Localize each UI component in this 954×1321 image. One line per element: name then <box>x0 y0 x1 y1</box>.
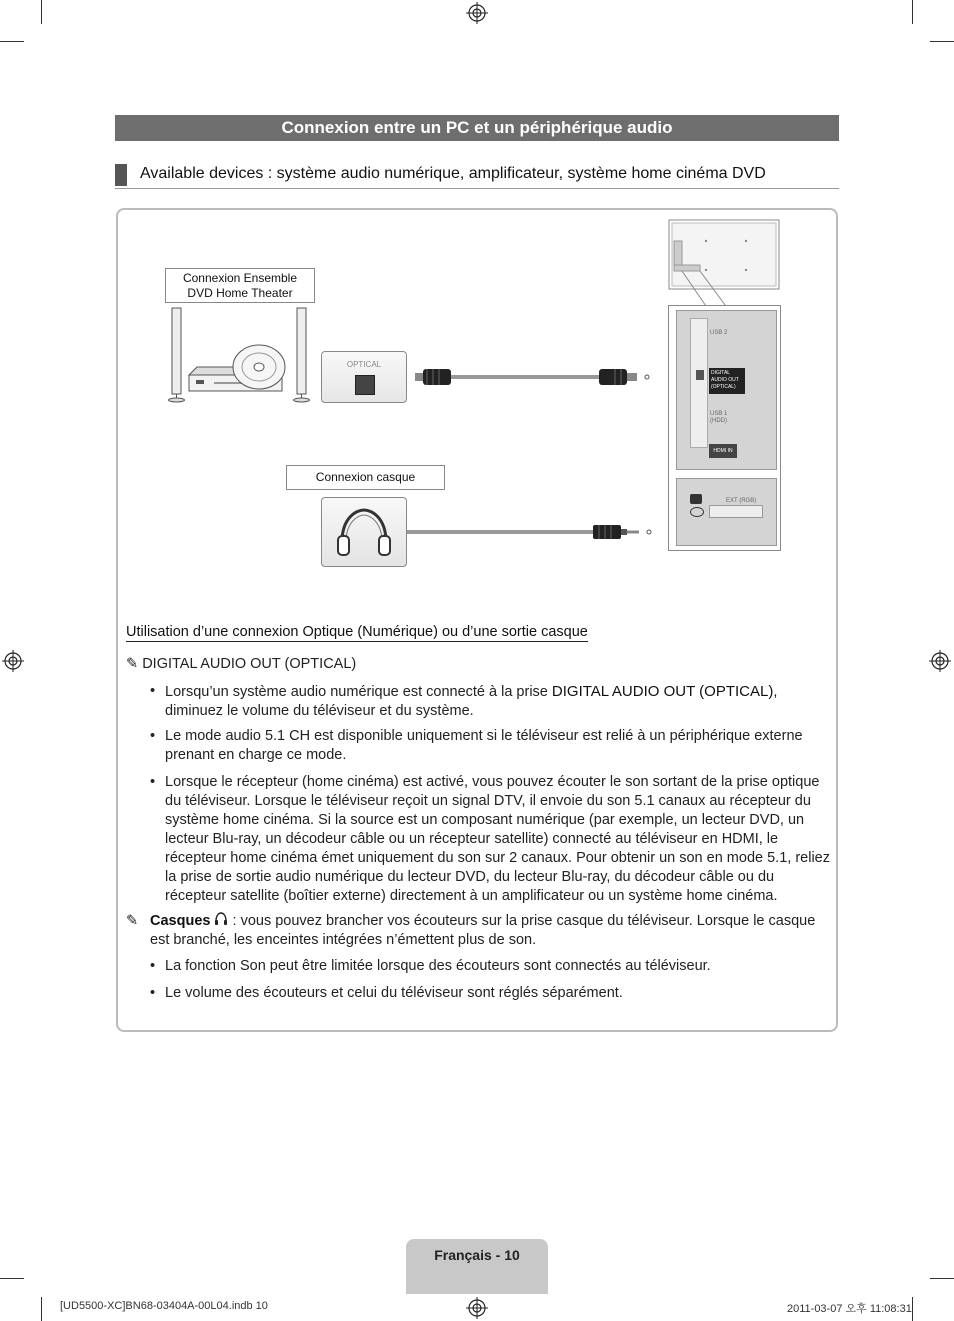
headphone-jack-icon <box>690 507 704 517</box>
port-label-usb2: USB 2 <box>710 330 728 336</box>
usage-title: Utilisation d’une connexion Optique (Numérique) ou d’une sortie casque <box>126 624 588 640</box>
registration-mark-icon <box>466 1297 488 1319</box>
print-slug-left: [UD5500-XC]BN68-03404A-00L04.indb 10 <box>60 1300 268 1312</box>
label-headphone: Connexion casque <box>286 465 445 490</box>
subheading-text: Available devices : système audio numérique, amplificateur, système home cinéma DVD <box>140 165 766 182</box>
port-label-usb1 <box>710 411 727 425</box>
tv-rear-icon <box>668 219 783 314</box>
crop-mark <box>0 41 24 42</box>
tv-port-strip <box>690 318 708 448</box>
crop-mark <box>41 0 42 24</box>
bullet-icon: • <box>150 958 156 974</box>
bullet-text <box>165 682 830 721</box>
optical-port-icon <box>696 370 704 380</box>
port-label-digital-line2: AUDIO OUT <box>711 377 739 383</box>
crop-mark <box>41 1297 42 1321</box>
bullet-text-pre: Lorsqu’un système audio numérique est connecté à la prise <box>165 684 552 700</box>
optical-jack-icon <box>355 375 375 395</box>
label-home-theater-line1: Connexion Ensemble <box>182 271 298 285</box>
port-label-digital-line1: DIGITAL <box>711 370 731 376</box>
port-label-usb1-line1: USB 1 <box>710 411 728 417</box>
note-digital-audio <box>126 656 356 672</box>
bullet-text: Le volume des écouteurs et celui du téléviseur sont réglés séparément. <box>165 985 623 1001</box>
port-label-digital-line3: (OPTICAL) <box>711 384 736 390</box>
crop-mark <box>912 0 913 24</box>
crop-mark <box>0 1278 24 1279</box>
headphone-port-icon <box>690 494 702 504</box>
label-home-theater-line2: DVD Home Theater <box>187 286 293 300</box>
optical-port-label: OPTICAL <box>346 360 382 369</box>
note-headphones <box>126 912 831 950</box>
crop-mark <box>930 1278 954 1279</box>
bullet-icon: • <box>150 728 156 744</box>
bullet-icon: • <box>150 985 156 1001</box>
headphone-cable-icon <box>407 522 655 542</box>
optical-port-box <box>321 351 407 403</box>
bullet-text: La fonction Son peut être limitée lorsque des écouteurs sont connectés au téléviseur. <box>165 958 711 974</box>
headphones-icon <box>214 912 228 926</box>
optical-cable-icon <box>415 366 655 388</box>
note-headphones-text: : vous pouvez brancher vos écouteurs sur la prise casque du téléviseur. Lorsque le casque est branché, les enceintes intégrées n’émettent plus de son. <box>150 913 816 948</box>
registration-mark-icon <box>929 650 951 672</box>
bullet-text: Lorsque le récepteur (home cinéma) est activé, vous pouvez écouter le son sortant de la prise optique du téléviseur. Lorsque le téléviseur reçoit un signal DTV, il envoie du son 5.1 canaux au récepteur du système home cinéma. Si la source est un composant numérique (par exemple, un lecteur DVD, un lecteur Blu-ray, un décodeur câble ou un récepteur satellite) connecté au téléviseur en HDMI, le récepteur home cinéma émet uniquement du son sur 2 canaux. Pour obtenir un son en mode 5.1, reliez la prise de sortie audio numérique du lecteur DVD, du lecteur Blu-ray, du décodeur câble ou du récepteur satellite (boîtier externe) directement à un amplificateur ou un système home cinéma. <box>165 774 830 904</box>
bullet-icon: • <box>150 774 156 790</box>
subheading-marker <box>115 164 127 186</box>
note-icon: ✎ <box>126 656 139 672</box>
note-digital-audio-title: DIGITAL AUDIO OUT (OPTICAL) <box>142 656 357 672</box>
bullet-text-post: , diminuez le volume du téléviseur et du système. <box>165 684 778 719</box>
label-home-theater <box>165 268 315 303</box>
registration-mark-icon <box>2 650 24 672</box>
port-label-ext: EXT (RGB) <box>726 498 757 504</box>
bullet-text: Le mode audio 5.1 CH est disponible uniquement si le téléviseur est relié à un périphérique externe prenant en charge ce mode. <box>165 728 803 763</box>
page-number-tab <box>406 1239 548 1294</box>
bullet-text-strong: DIGITAL AUDIO OUT (OPTICAL) <box>551 683 774 700</box>
registration-mark-icon <box>466 2 488 24</box>
headphones-icon <box>334 506 394 558</box>
note-headphones-title: Casques <box>150 913 211 929</box>
port-label-hdmi: HDMI IN <box>709 444 737 458</box>
headphone-box <box>321 497 407 567</box>
crop-mark <box>930 41 954 42</box>
ext-port-icon <box>709 505 763 518</box>
home-theater-icon <box>164 305 314 405</box>
port-label-usb1-line2: (HDD) <box>710 418 727 424</box>
crop-mark <box>912 1297 913 1321</box>
print-slug-right: 2011-03-07 오후 11:08:31 <box>787 1303 912 1315</box>
page-number: Français - 10 <box>434 1247 520 1263</box>
section-title: Connexion entre un PC et un périphérique audio <box>115 115 839 141</box>
bullet-icon: • <box>150 683 156 699</box>
port-label-digital-audio <box>709 368 745 394</box>
note-icon: ✎ <box>126 913 139 929</box>
subheading <box>115 162 839 189</box>
